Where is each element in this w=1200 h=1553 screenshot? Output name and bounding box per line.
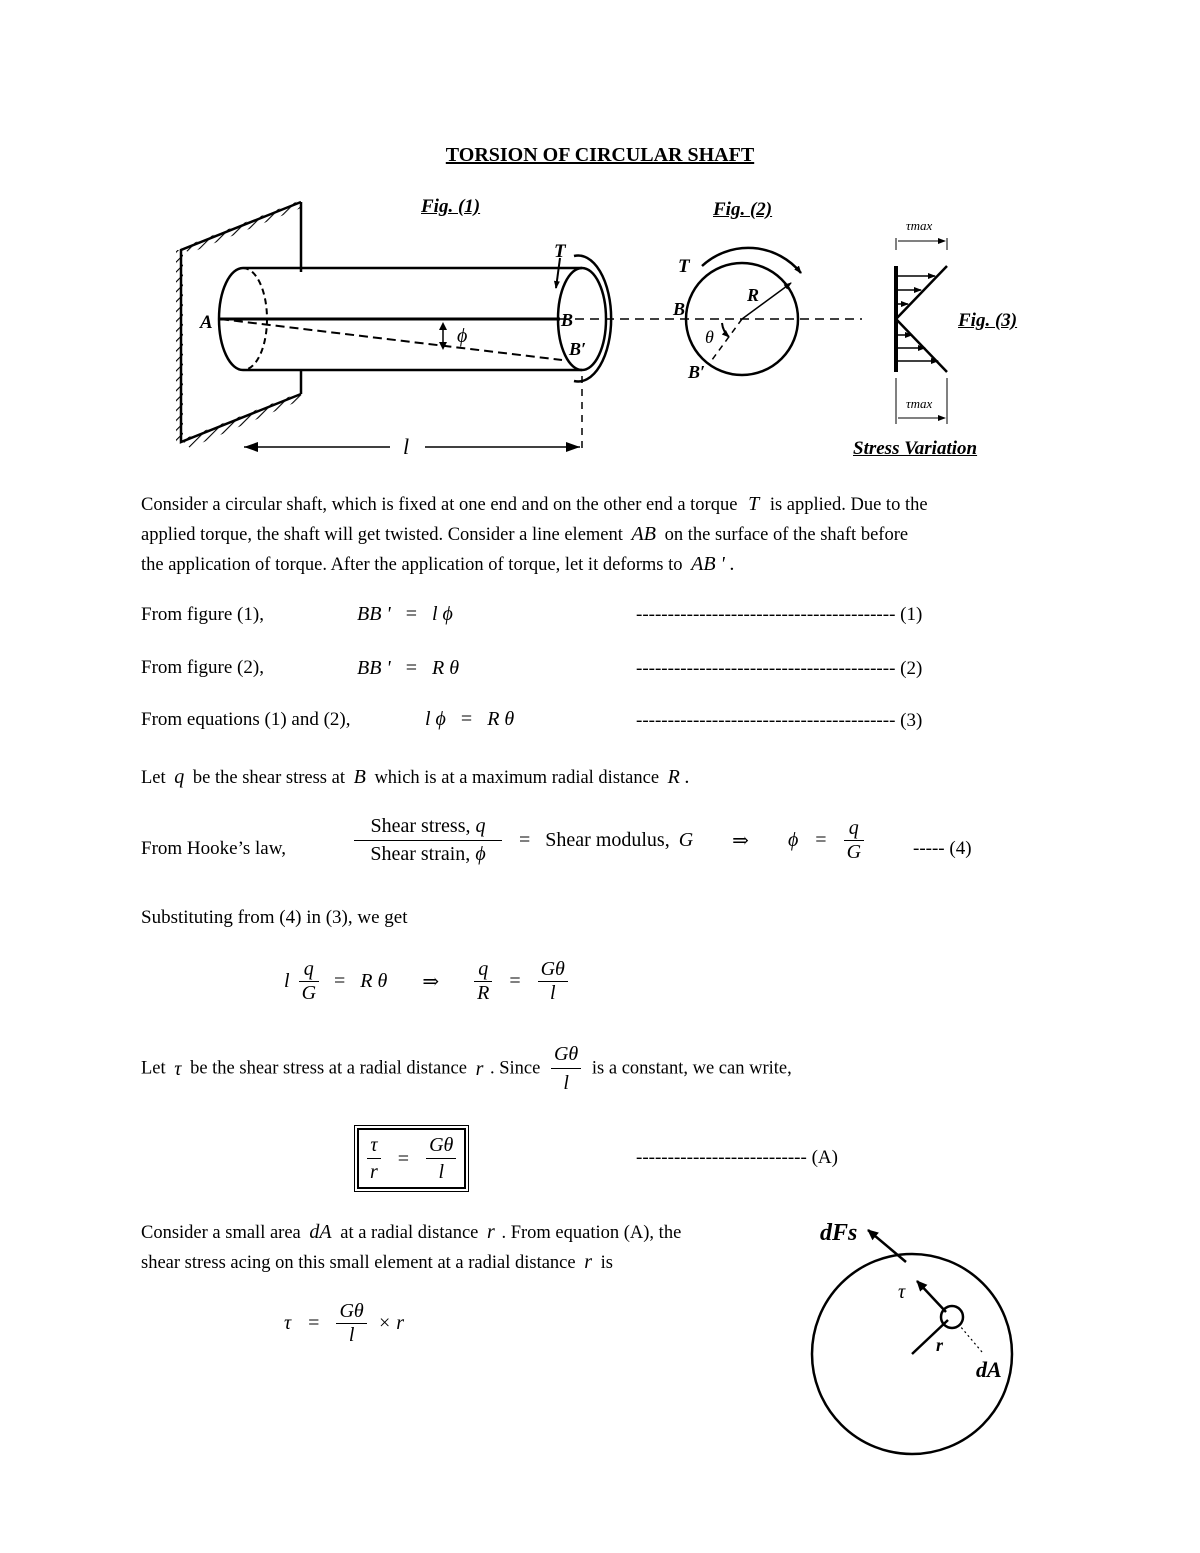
eq4-tag: ----- (4) bbox=[913, 838, 972, 859]
label-Bprime1: B′ bbox=[569, 339, 587, 359]
label-Bprime2: B′ bbox=[688, 362, 706, 382]
torsion-figures bbox=[0, 180, 1200, 470]
let-tau-line: Let τ be the shear stress at a radial distance r . Since $\frac{G\theta}{l}$ is a constant, we can write, bbox=[141, 1040, 792, 1097]
intro-line-3: the application of torque. After the application of torque, let it deforms to AB ' . bbox=[141, 553, 735, 575]
small-area-line-1: Consider a small area dA at a radial distance r . From equation (A), the bbox=[141, 1221, 682, 1243]
intro-line-1: Consider a circular shaft, which is fixed at one end and on the other end a torque T is applied. Due to the bbox=[141, 493, 928, 515]
area-element-figure bbox=[790, 1210, 1030, 1470]
label-B1: B bbox=[561, 310, 574, 330]
fig2-label: Fig. (2) bbox=[713, 199, 773, 220]
small-area-line-2: shear stress acing on this small element at a radial distance r is bbox=[141, 1251, 613, 1273]
label-theta: θ bbox=[705, 327, 714, 347]
eq3-tag: ----------------------------------------- (3) bbox=[636, 710, 923, 731]
hooke-equation: $\frac{\text{Shear stress, q}}{\text{Shear strain, ϕ}}$ = Shear modulus, G ⇒ ϕ = $\frac{q}{G}$ bbox=[354, 815, 864, 866]
eq1-label: From figure (1), bbox=[141, 604, 264, 625]
eqA-tag: --------------------------- (A) bbox=[636, 1147, 838, 1168]
final-equation: τ = $\frac{G\theta}{l}$ × r bbox=[284, 1300, 405, 1346]
eq2-tag: ----------------------------------------- (2) bbox=[636, 658, 923, 679]
label-T1: T bbox=[554, 241, 566, 262]
let-q-line: Let q be the shear stress at B which is at a maximum radial distance R . bbox=[141, 766, 690, 788]
eq1-expression: BB ' = l ϕ bbox=[357, 603, 453, 625]
label-phi: ϕ bbox=[457, 325, 468, 347]
substitution-equation: l $\frac{q}{G}$ = R θ ⇒ $\frac{q}{R}$ = $\frac{G\theta}{l}$ bbox=[284, 958, 568, 1005]
hooke-label: From Hooke’s law, bbox=[141, 838, 286, 859]
label-A: A bbox=[200, 312, 213, 333]
fig1-label: Fig. (1) bbox=[421, 196, 481, 217]
fig3-label: Fig. (3) bbox=[958, 310, 1018, 331]
substituting-text: Substituting from (4) in (3), we get bbox=[141, 907, 408, 928]
cross-section bbox=[686, 248, 801, 375]
shaft bbox=[219, 256, 862, 452]
eq1-tag: ----------------------------------------- (1) bbox=[636, 604, 923, 625]
label-tau-max-top: τmax bbox=[906, 218, 933, 233]
eq2-label: From figure (2), bbox=[141, 657, 264, 678]
label-R: R bbox=[747, 285, 760, 305]
eq2-expression: BB ' = R θ bbox=[357, 657, 460, 679]
stress-variation-label: Stress Variation bbox=[853, 438, 978, 459]
label-r-fig: r bbox=[936, 1335, 944, 1355]
label-dFs: dFs bbox=[820, 1220, 858, 1246]
length-dimension bbox=[244, 442, 580, 452]
label-l: l bbox=[403, 434, 410, 459]
label-T2: T bbox=[678, 256, 690, 277]
page-title: TORSION OF CIRCULAR SHAFT bbox=[445, 144, 755, 166]
label-tau-max-bottom: τmax bbox=[906, 396, 933, 411]
label-B2: B bbox=[673, 299, 686, 319]
fixed-wall bbox=[176, 200, 301, 448]
label-tau-fig: τ bbox=[898, 1281, 906, 1303]
intro-line-2: applied torque, the shaft will get twisted. Consider a line element AB on the surface of the shaft before bbox=[141, 523, 909, 545]
boxed-equation-A: $\frac{\tau}{r}$ = $\frac{G\theta}{l}$ bbox=[357, 1128, 466, 1189]
eq3-label: From equations (1) and (2), bbox=[141, 709, 351, 730]
label-dA-fig: dA bbox=[976, 1357, 1002, 1382]
eq3-expression: l ϕ = R θ bbox=[425, 708, 515, 730]
